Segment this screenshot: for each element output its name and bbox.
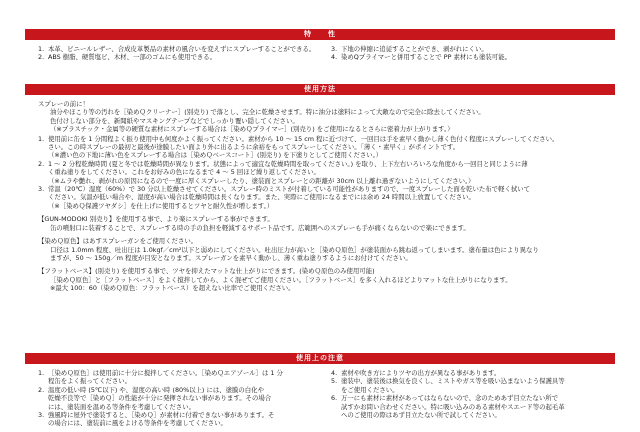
caution-line: へのご使用の際はあず目立たない所で試してください。 [341,411,501,420]
genshoku-heading: 【染めＱ原色】はあすスプレーガンをご使用ください。 [38,237,198,246]
step-line: く重ね塗りをしてください。これをお好みの色になるまで 4 〜 5 回ほど繰り返してください。 [48,168,320,177]
feature-text: 本革、ビニールレザー、合成皮革製品の素材の風合いを変えずにスプレーすることができる。 [48,45,316,53]
step-line: （※濃い色の下地に薄い色をスプレーする場合は［染めＱベースコート］(別売り) を下塗りとしてご使用ください。） [48,151,383,160]
features-right-column [331,45,601,62]
step-line: （※ムラや艶れ、剥がれの原因になるので一度に厚くスプレーしたり、塗装面とスプレーとの距離が 30cm 以上離れ過ぎないようにしてください。） [48,176,475,185]
step-line: ください。気温が低い場合や、湿度が高い場合は乾燥時間は長くなります。また、実際にご使用になるまでには余め 24 時間以上放置してください。 [48,193,475,202]
caution-line: ［染めＱ原色］は使用前に十分に撹拌してください。［染めＱエアゾール］は 1 分 [48,369,283,377]
pre-spray-line: （※プラスチック・金属等の硬質な素材にスプレーする場合は［染めＱプライマー］(別売り) をご使用になるとさらに密着力が上がります。） [50,125,454,134]
cautions-header-bar: 使用上の注意 [25,353,615,364]
pre-spray-line: 油分やほこり等の汚れを［染めＱクリーナー］(別売り) で落とし、完全に乾燥させます。特に油分は塗料によって大敵なので完全に除去してください。 [50,108,485,117]
feature-item [331,53,601,61]
feature-number: 4. [331,53,338,62]
usage-step [38,185,618,210]
feature-text: 染めQプライマーと併用することで PP 素材にも塗装可能。 [341,53,511,62]
caution-line: 試すかお問い合わせください。特に吸い込みのある素材やスエード等の起毛革 [341,402,565,411]
caution-number: 6. [331,394,338,403]
caution-line: 塗装中、塗装後は換気を良くし、ミストやガス等を吸い込まないよう保護具等 [341,377,565,386]
flat-base-line: ※最大 100：60（染めＱ原色：フラットベース）を超えない比率でご使用ください。 [50,284,295,293]
step-line: 使用前に缶を 1 分間程よく振り使用中も何度かよく振ってください。素材から 10 〜 15 cm 程に近づけて、一回目は手を素早く動かし薄く色付く程度にスプレーしてください。 [48,134,559,143]
gun-modoki-heading: 【GUN-MODOKI 別売り】を使用する事で、より楽にスプレーする事ができます。 [38,215,274,224]
step-number: 1. [38,134,45,143]
caution-line: 強風時に屋外で塗装すると、［染めＱ］が素材に付着できない事があります。そ [48,411,275,420]
caution-number: 4. [331,369,338,377]
step-number: 2. [38,159,45,168]
caution-item [38,369,323,386]
features-header-bar: 特 性 [25,29,615,40]
usage-step [38,135,618,160]
feature-text: 下地の伸縮に追従することができ、剥がれにくい。 [341,45,488,53]
step-line: 常温（20℃）湿度（60%）で 30 分以上乾燥させてください。スプレー時のミストが付着している可能性がありますので、一度スプレーした面を乾いた布で軽く拭いて [48,185,531,194]
caution-line: をご使用ください。 [341,385,399,394]
usage-header-bar: 使用方法 [25,84,615,95]
usage-step [38,160,618,185]
pre-spray-heading: スプレーの前に！ [38,100,89,108]
cautions-left-column [38,369,323,428]
caution-line: の場合には、塗装前に風をよける等条件を考慮してください。 [48,419,227,428]
genshoku-line: 口径は 1.0mm 程度、吐出圧は 1.0kgf／cm²以下と弱めにしてください。吐出圧力が高いと［染めＱ原色］が塗装面から跳ね返ってしまいます。塗布量は色により異なり [50,245,539,254]
caution-line: 乾燥不良等で［染めＱ］の性能が十分に発揮されない事があります。その場合 [48,394,272,403]
cautions-right-column [331,369,616,419]
step-line: さい。この時スプレーの最初と最後が途膜したい面より外に出るように余裕をもってスプレーしてください。「薄く・素早く」がポイントです。 [48,143,460,152]
step-line: 1 〜 2 分程乾燥時間 (夏と冬では乾燥時間が異なります。状態によって適宜な乾燥時間を取ってください。) を取り、上下左右いろいろな角度から一回目と同じように薄 [48,159,528,168]
flat-base-line: ［染めＱ原色］と［フラットベース］をよく撹拌してから、よく混ぜてご使用ください。［フラットベース］を多く入れるほどよりマットな仕上がりになります。 [50,275,512,284]
caution-item [38,411,323,428]
feature-number: 2. [38,53,45,62]
caution-line: 程缶をよく振ってください。 [48,377,132,386]
feature-number: 3. [331,45,338,53]
features-left-column [38,45,323,62]
caution-item [331,394,616,419]
caution-line: には、塗装面を温める等条件を考慮してください。 [48,402,195,411]
caution-item [331,377,616,394]
flat-base-heading: 【フラットベース】(別売り) を使用する事で、ツヤを抑えたマットな仕上がりにできます。(染めＱ原色のみ使用可能) [38,267,375,276]
caution-number: 2. [38,385,45,394]
caution-line: 万一にも素材に素材があってはならないので、念のためあず目立たない所で [341,394,559,403]
pre-spray-line: 色付けしない部分を、新聞紙やマスキングテープなどでしっかり覆い隠してください。 [50,116,299,125]
genshoku-line: ますが、50 〜 150g／m 程度が目安となります。スプレーガンを素早く動かし、薄く重ね塗りするようにお付けてください。 [50,253,412,262]
gun-modoki-line: 缶の噴射口に装着することで、スプレーする時の手の負担を軽減するサポート品です。広範囲へのスプレーも手が痛くならないので楽にできます。 [50,223,470,232]
caution-number: 3. [38,411,45,420]
step-line: （※［染めＱ保護ツヤダシ］を仕上げに使用するとツヤと耐久性が増します。） [48,201,274,210]
feature-text: ABS 樹脂、硬質塩ビ、木材、一部のゴムにも使用できる。 [48,53,217,62]
feature-number: 1. [38,45,45,53]
usage-section [38,100,618,293]
feature-item [38,53,323,61]
caution-line: 温度の低い時 (5℃以下) や、湿度の高い時 (80%以上) には、塗膜の白化や [48,385,264,394]
caution-item [38,386,323,411]
caution-number: 5. [331,377,338,386]
caution-number: 1. [38,369,45,377]
step-number: 3. [38,185,45,194]
caution-line: 素材や吹き方によりツヤの出方が異なる事があります。 [341,369,501,377]
